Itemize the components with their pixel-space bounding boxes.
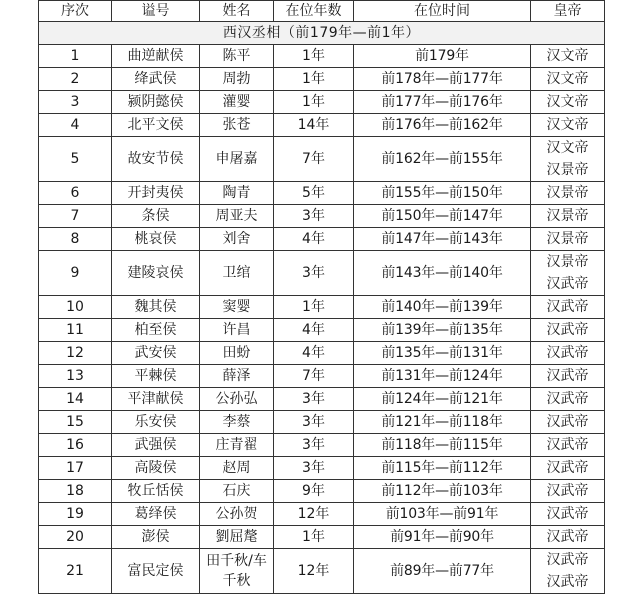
table-row xyxy=(39,479,605,502)
table-row xyxy=(39,113,605,136)
cell-index: 16 xyxy=(39,433,112,456)
table-row xyxy=(39,341,605,364)
cell-posthumous-title: 开封夷侯 xyxy=(112,181,200,204)
table-row xyxy=(39,250,605,295)
cell-emperor xyxy=(531,410,605,433)
cell-period: 前118年—前115年 xyxy=(354,433,531,456)
cell-period: 前155年—前150年 xyxy=(354,181,531,204)
emperor-name: 汉武帝 xyxy=(546,436,589,453)
cell-posthumous-title: 故安节侯 xyxy=(112,136,200,181)
emperor-name: 汉武帝 xyxy=(546,275,589,292)
cell-emperor xyxy=(531,502,605,525)
cell-posthumous-title: 澎侯 xyxy=(112,525,200,548)
cell-posthumous-title: 颍阴懿侯 xyxy=(112,90,200,113)
cell-name: 陶青 xyxy=(200,181,274,204)
table-row xyxy=(39,318,605,341)
emperor-name: 汉武帝 xyxy=(546,298,589,315)
emperor-name: 汉武帝 xyxy=(546,505,589,522)
cell-emperor xyxy=(531,341,605,364)
cell-name: 周亚夫 xyxy=(200,204,274,227)
table-row xyxy=(39,387,605,410)
header-period: 在位时间 xyxy=(354,1,531,22)
cell-posthumous-title: 北平文侯 xyxy=(112,113,200,136)
cell-posthumous-title: 葛绎侯 xyxy=(112,502,200,525)
cell-index: 8 xyxy=(39,227,112,250)
emperor-name: 汉文帝 xyxy=(546,116,589,133)
cell-years: 1年 xyxy=(274,295,354,318)
cell-period: 前139年—前135年 xyxy=(354,318,531,341)
cell-index: 13 xyxy=(39,364,112,387)
table-row xyxy=(39,525,605,548)
cell-posthumous-title: 曲逆献侯 xyxy=(112,44,200,67)
cell-name: 灌婴 xyxy=(200,90,274,113)
cell-period: 前115年—前112年 xyxy=(354,456,531,479)
cell-emperor xyxy=(531,364,605,387)
cell-emperor xyxy=(531,548,605,593)
cell-name: 许昌 xyxy=(200,318,274,341)
cell-index: 1 xyxy=(39,44,112,67)
cell-period: 前135年—前131年 xyxy=(354,341,531,364)
emperor-name: 汉武帝 xyxy=(546,482,589,499)
emperor-name: 汉武帝 xyxy=(546,344,589,361)
cell-emperor xyxy=(531,387,605,410)
cell-emperor xyxy=(531,525,605,548)
table-row xyxy=(39,548,605,593)
cell-posthumous-title: 绛武侯 xyxy=(112,67,200,90)
cell-emperor xyxy=(531,227,605,250)
cell-years: 12年 xyxy=(274,502,354,525)
header-index: 序次 xyxy=(39,1,112,22)
cell-name: 张苍 xyxy=(200,113,274,136)
chancellor-table-sheet xyxy=(38,0,604,594)
cell-years: 1年 xyxy=(274,67,354,90)
table-row xyxy=(39,90,605,113)
cell-years: 3年 xyxy=(274,204,354,227)
emperor-name: 汉武帝 xyxy=(546,573,589,590)
cell-years: 1年 xyxy=(274,525,354,548)
cell-period: 前91年—前90年 xyxy=(354,525,531,548)
cell-period: 前140年—前139年 xyxy=(354,295,531,318)
cell-name: 陈平 xyxy=(200,44,274,67)
cell-name: 劉屈氂 xyxy=(200,525,274,548)
cell-posthumous-title: 富民定侯 xyxy=(112,548,200,593)
emperor-name: 汉文帝 xyxy=(546,93,589,110)
cell-years: 9年 xyxy=(274,479,354,502)
header-posthumous-title: 谥号 xyxy=(112,1,200,22)
table-body xyxy=(39,22,605,594)
cell-index: 17 xyxy=(39,456,112,479)
cell-index: 18 xyxy=(39,479,112,502)
cell-index: 3 xyxy=(39,90,112,113)
cell-index: 5 xyxy=(39,136,112,181)
cell-period: 前103年—前91年 xyxy=(354,502,531,525)
cell-posthumous-title: 桃哀侯 xyxy=(112,227,200,250)
table-row xyxy=(39,502,605,525)
cell-emperor xyxy=(531,67,605,90)
cell-posthumous-title: 条侯 xyxy=(112,204,200,227)
cell-period: 前124年—前121年 xyxy=(354,387,531,410)
cell-years: 3年 xyxy=(274,410,354,433)
table-row xyxy=(39,136,605,181)
cell-period: 前112年—前103年 xyxy=(354,479,531,502)
cell-years: 5年 xyxy=(274,181,354,204)
cell-emperor xyxy=(531,250,605,295)
cell-name: 石庆 xyxy=(200,479,274,502)
cell-index: 12 xyxy=(39,341,112,364)
cell-index: 14 xyxy=(39,387,112,410)
cell-name: 庄青翟 xyxy=(200,433,274,456)
cell-index: 15 xyxy=(39,410,112,433)
cell-index: 21 xyxy=(39,548,112,593)
table-row xyxy=(39,44,605,67)
emperor-name: 汉文帝 xyxy=(546,47,589,64)
cell-name: 申屠嘉 xyxy=(200,136,274,181)
emperor-name: 汉文帝 xyxy=(546,139,589,156)
cell-index: 7 xyxy=(39,204,112,227)
table-row xyxy=(39,181,605,204)
cell-emperor xyxy=(531,181,605,204)
cell-name: 赵周 xyxy=(200,456,274,479)
cell-index: 6 xyxy=(39,181,112,204)
emperor-name: 汉武帝 xyxy=(546,528,589,545)
cell-name: 田蚡 xyxy=(200,341,274,364)
cell-years: 1年 xyxy=(274,90,354,113)
cell-index: 11 xyxy=(39,318,112,341)
cell-name: 刘舍 xyxy=(200,227,274,250)
cell-name: 薛泽 xyxy=(200,364,274,387)
cell-index: 2 xyxy=(39,67,112,90)
cell-period: 前131年—前124年 xyxy=(354,364,531,387)
cell-period: 前177年—前176年 xyxy=(354,90,531,113)
cell-posthumous-title: 高陵侯 xyxy=(112,456,200,479)
cell-emperor xyxy=(531,295,605,318)
cell-emperor xyxy=(531,456,605,479)
table-row xyxy=(39,364,605,387)
header-name: 姓名 xyxy=(200,1,274,22)
section-title: 西汉丞相（前179年—前1年） xyxy=(39,22,605,45)
cell-years: 12年 xyxy=(274,548,354,593)
cell-years: 4年 xyxy=(274,341,354,364)
cell-years: 3年 xyxy=(274,433,354,456)
cell-period: 前176年—前162年 xyxy=(354,113,531,136)
cell-emperor xyxy=(531,479,605,502)
cell-period: 前143年—前140年 xyxy=(354,250,531,295)
emperor-name: 汉文帝 xyxy=(546,70,589,87)
emperor-name: 汉景帝 xyxy=(546,253,589,270)
cell-name: 公孙贺 xyxy=(200,502,274,525)
cell-posthumous-title: 平棘侯 xyxy=(112,364,200,387)
cell-posthumous-title: 建陵哀侯 xyxy=(112,250,200,295)
cell-years: 4年 xyxy=(274,227,354,250)
emperor-name: 汉武帝 xyxy=(546,321,589,338)
cell-years: 3年 xyxy=(274,456,354,479)
cell-name: 周勃 xyxy=(200,67,274,90)
cell-posthumous-title: 乐安侯 xyxy=(112,410,200,433)
emperor-name: 汉景帝 xyxy=(546,161,589,178)
header-years: 在位年数 xyxy=(274,1,354,22)
emperor-name: 汉景帝 xyxy=(546,184,589,201)
cell-index: 9 xyxy=(39,250,112,295)
cell-index: 4 xyxy=(39,113,112,136)
table-row xyxy=(39,410,605,433)
cell-posthumous-title: 魏其侯 xyxy=(112,295,200,318)
table-row xyxy=(39,227,605,250)
header-emperor: 皇帝 xyxy=(531,1,605,22)
cell-emperor xyxy=(531,204,605,227)
table-row xyxy=(39,295,605,318)
cell-years: 4年 xyxy=(274,318,354,341)
cell-posthumous-title: 平津献侯 xyxy=(112,387,200,410)
cell-years: 3年 xyxy=(274,250,354,295)
cell-years: 1年 xyxy=(274,44,354,67)
emperor-name: 汉武帝 xyxy=(546,459,589,476)
cell-posthumous-title: 武强侯 xyxy=(112,433,200,456)
cell-years: 7年 xyxy=(274,136,354,181)
table-header-row xyxy=(39,1,605,22)
table-row xyxy=(39,433,605,456)
cell-years: 7年 xyxy=(274,364,354,387)
emperor-name: 汉武帝 xyxy=(546,551,589,568)
cell-period: 前147年—前143年 xyxy=(354,227,531,250)
emperor-name: 汉武帝 xyxy=(546,367,589,384)
cell-posthumous-title: 牧丘恬侯 xyxy=(112,479,200,502)
emperor-name: 汉武帝 xyxy=(546,413,589,430)
cell-index: 20 xyxy=(39,525,112,548)
cell-name: 田千秋/车千秋 xyxy=(200,548,274,593)
cell-period: 前89年—前77年 xyxy=(354,548,531,593)
cell-name: 公孙弘 xyxy=(200,387,274,410)
cell-posthumous-title: 柏至侯 xyxy=(112,318,200,341)
cell-posthumous-title: 武安侯 xyxy=(112,341,200,364)
cell-emperor xyxy=(531,433,605,456)
cell-emperor xyxy=(531,44,605,67)
cell-name: 卫绾 xyxy=(200,250,274,295)
cell-emperor xyxy=(531,113,605,136)
cell-emperor xyxy=(531,318,605,341)
cell-index: 10 xyxy=(39,295,112,318)
cell-name: 窦婴 xyxy=(200,295,274,318)
emperor-name: 汉景帝 xyxy=(546,230,589,247)
cell-emperor xyxy=(531,136,605,181)
cell-name: 李蔡 xyxy=(200,410,274,433)
cell-period: 前178年—前177年 xyxy=(354,67,531,90)
table-row xyxy=(39,456,605,479)
cell-period: 前162年—前155年 xyxy=(354,136,531,181)
emperor-name: 汉景帝 xyxy=(546,207,589,224)
emperor-name: 汉武帝 xyxy=(546,390,589,407)
table-row xyxy=(39,204,605,227)
cell-emperor xyxy=(531,90,605,113)
cell-period: 前150年—前147年 xyxy=(354,204,531,227)
cell-period: 前121年—前118年 xyxy=(354,410,531,433)
cell-period: 前179年 xyxy=(354,44,531,67)
section-row xyxy=(39,22,605,45)
chancellor-table xyxy=(38,0,605,594)
cell-years: 3年 xyxy=(274,387,354,410)
table-row xyxy=(39,67,605,90)
cell-index: 19 xyxy=(39,502,112,525)
cell-years: 14年 xyxy=(274,113,354,136)
